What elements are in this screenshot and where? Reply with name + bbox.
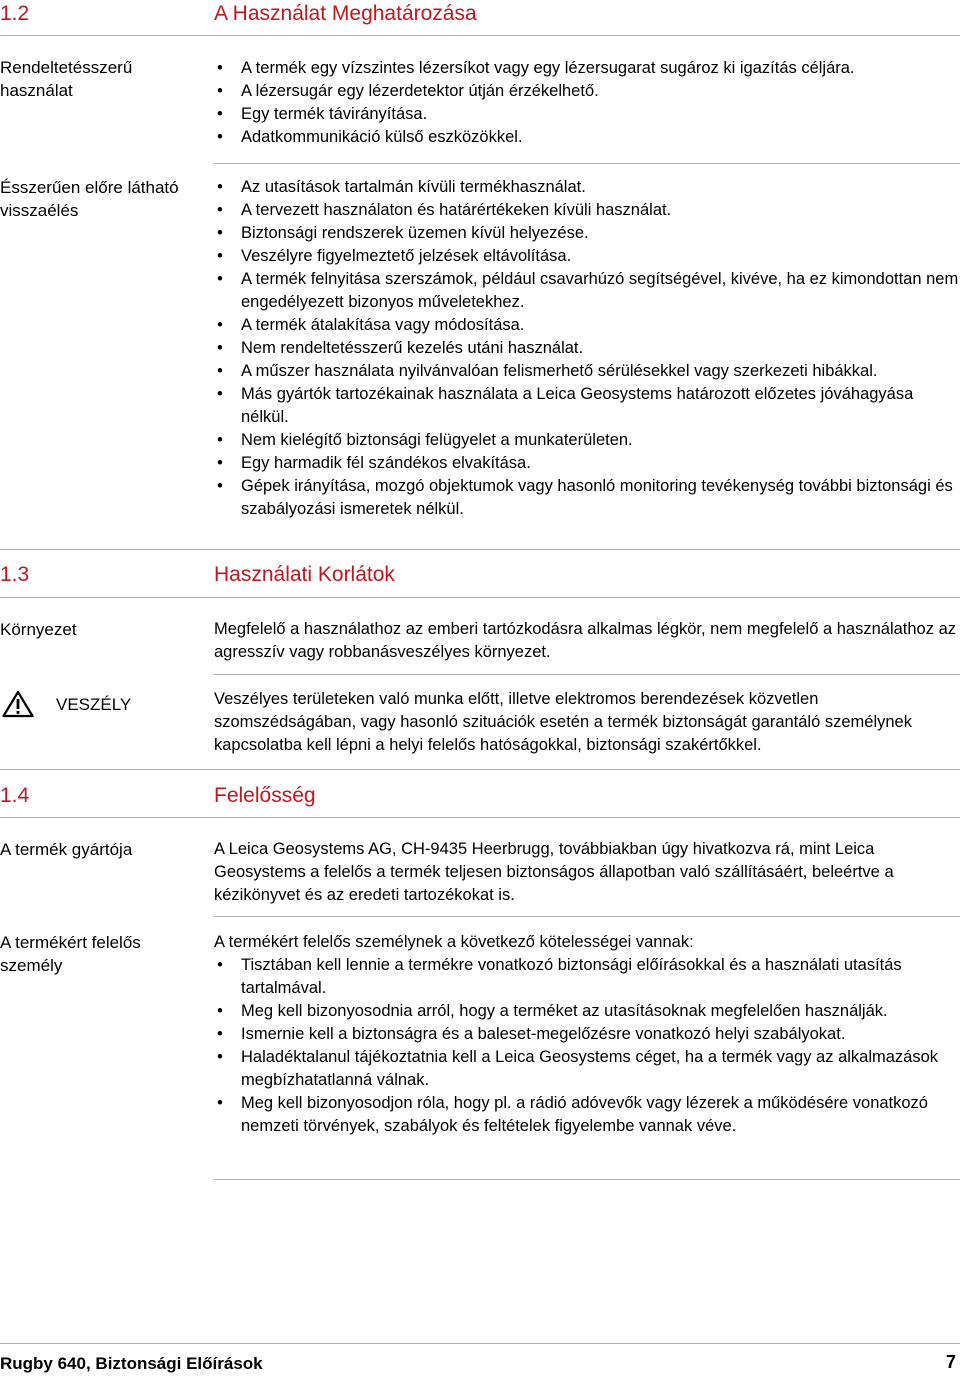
manufacturer-text: A Leica Geosystems AG, CH-9435 Heerbrugg, továbbiakban úgy hivatkozva rá, mint Leica Geosystems a felelős a termék teljesen biztonságos állapotban való szállításáért, beleértve a kézikönyvet és az eredeti tartozékokat is. <box>214 840 894 904</box>
list-item: • Ismernie kell a biztonságra és a baleset-megelőzésre vonatkozó helyi szabályokat. <box>214 1023 960 1046</box>
environment-label: Környezet <box>0 620 77 639</box>
section-1-4-heading <box>0 784 960 814</box>
list-item: • A tervezett használaton és határértékeken kívüli használat. <box>214 199 960 222</box>
list-item: • A lézersugár egy lézerdetektor útján érzékelhető. <box>214 80 960 103</box>
misuse-label: Ésszerűen előre látható visszaélés <box>0 178 179 220</box>
responsible-intro: A termékért felelős személynek a következő kötelességei vannak: <box>214 933 694 951</box>
list-item: • Nem kielégítő biztonsági felügyelet a munkaterületen. <box>214 429 960 452</box>
list-item: • Meg kell bizonyosodjon róla, hogy pl. a rádió adóvevők vagy lézerek a működésére vonatkozó nemzeti törvények, szabályok és feltételek figyelembe vannak véve. <box>214 1092 960 1138</box>
responsible-list <box>214 954 960 1138</box>
intended-use-list <box>214 57 960 149</box>
section-title: A Használat Meghatározása <box>214 2 477 25</box>
divider <box>0 597 960 598</box>
divider <box>0 35 960 36</box>
section-title: Felelősség <box>214 784 316 807</box>
list-item: • A termék egy vízszintes lézersíkot vagy egy lézersugarat sugároz ki igazítás céljára. <box>214 57 960 80</box>
responsible-body <box>214 931 960 1138</box>
list-item: • Adatkommunikáció külső eszközökkel. <box>214 126 960 149</box>
list-item: • Biztonsági rendszerek üzemen kívül helyezése. <box>214 222 960 245</box>
list-item: • A termék felnyitása szerszámok, például csavarhúzó segítségével, kivéve, ha ez kimondottan nem engedélyezett bizonyos műveletekhez. <box>214 268 960 314</box>
intended-use-body <box>214 57 960 149</box>
list-item: • Tisztában kell lennie a termékre vonatkozó biztonsági előírásokkal és a használati utasítás tartalmával. <box>214 954 960 1000</box>
footer-title: Rugby 640, Biztonsági Előírások <box>0 1354 263 1373</box>
footer-divider <box>0 1343 960 1344</box>
section-number: 1.4 <box>0 784 30 807</box>
list-item: • Egy harmadik fél szándékos elvakítása. <box>214 452 960 475</box>
section-number: 1.3 <box>0 563 30 586</box>
section-1-2-heading <box>0 2 960 32</box>
divider <box>0 769 960 770</box>
warning-triangle-icon <box>2 690 34 718</box>
list-item: • A termék átalakítása vagy módosítása. <box>214 314 960 337</box>
list-item: • Nem rendeltetésszerű kezelés utáni használat. <box>214 337 960 360</box>
section-number: 1.2 <box>0 2 30 25</box>
list-item: • Gépek irányítása, mozgó objektumok vagy hasonló monitoring tevékenység további biztonsági és szabályozási ismeretek nélkül. <box>214 475 960 521</box>
divider <box>0 549 960 550</box>
divider <box>214 1179 960 1180</box>
misuse-list <box>214 176 960 521</box>
divider <box>214 674 960 675</box>
list-item: • A műszer használata nyilvánvalóan felismerhető sérülésekkel vagy szerkezeti hibákkal. <box>214 360 960 383</box>
manufacturer-label: A termék gyártója <box>0 840 133 859</box>
danger-text-label: VESZÉLY <box>56 694 132 714</box>
environment-text: Megfelelő a használathoz az emberi tartózkodásra alkalmas légkör, nem megfelelő a használathoz az agresszív vagy robbanásveszélyes környezet. <box>214 620 956 661</box>
page-number: 7 <box>945 1352 956 1372</box>
divider <box>0 817 960 818</box>
danger-label <box>0 690 200 718</box>
list-item: • Az utasítások tartalmán kívüli termékhasználat. <box>214 176 960 199</box>
danger-text: Veszélyes területeken való munka előtt, illetve elektromos berendezések közvetlen szomszédságában, vagy hasonló szituációk esetén a termék biztonságát garantáló személynek kapcsolatba kell lépni a helyi felelős hatóságokkal, biztonsági szakértőkkel. <box>214 690 912 754</box>
section-1-3-heading <box>0 563 960 593</box>
intended-use-label: Rendeltetésszerű használat <box>0 58 133 100</box>
divider <box>214 163 960 164</box>
environment-body <box>214 618 960 664</box>
danger-body <box>214 688 960 757</box>
manufacturer-body <box>214 838 960 907</box>
responsible-label: A termékért felelős személy <box>0 933 141 975</box>
list-item: • Egy termék távirányítása. <box>214 103 960 126</box>
list-item: • Veszélyre figyelmeztető jelzések eltávolítása. <box>214 245 960 268</box>
section-title: Használati Korlátok <box>214 563 395 586</box>
misuse-body <box>214 176 960 521</box>
list-item: • Más gyártók tartozékainak használata a Leica Geosystems határozott előzetes jóváhagyása nélkül. <box>214 383 960 429</box>
list-item: • Haladéktalanul tájékoztatnia kell a Leica Geosystems céget, ha a termék vagy az alkalmazások megbízhatatlanná válnak. <box>214 1046 960 1092</box>
divider <box>214 916 960 917</box>
list-item: • Meg kell bizonyosodnia arról, hogy a terméket az utasításoknak megfelelően használják. <box>214 1000 960 1023</box>
